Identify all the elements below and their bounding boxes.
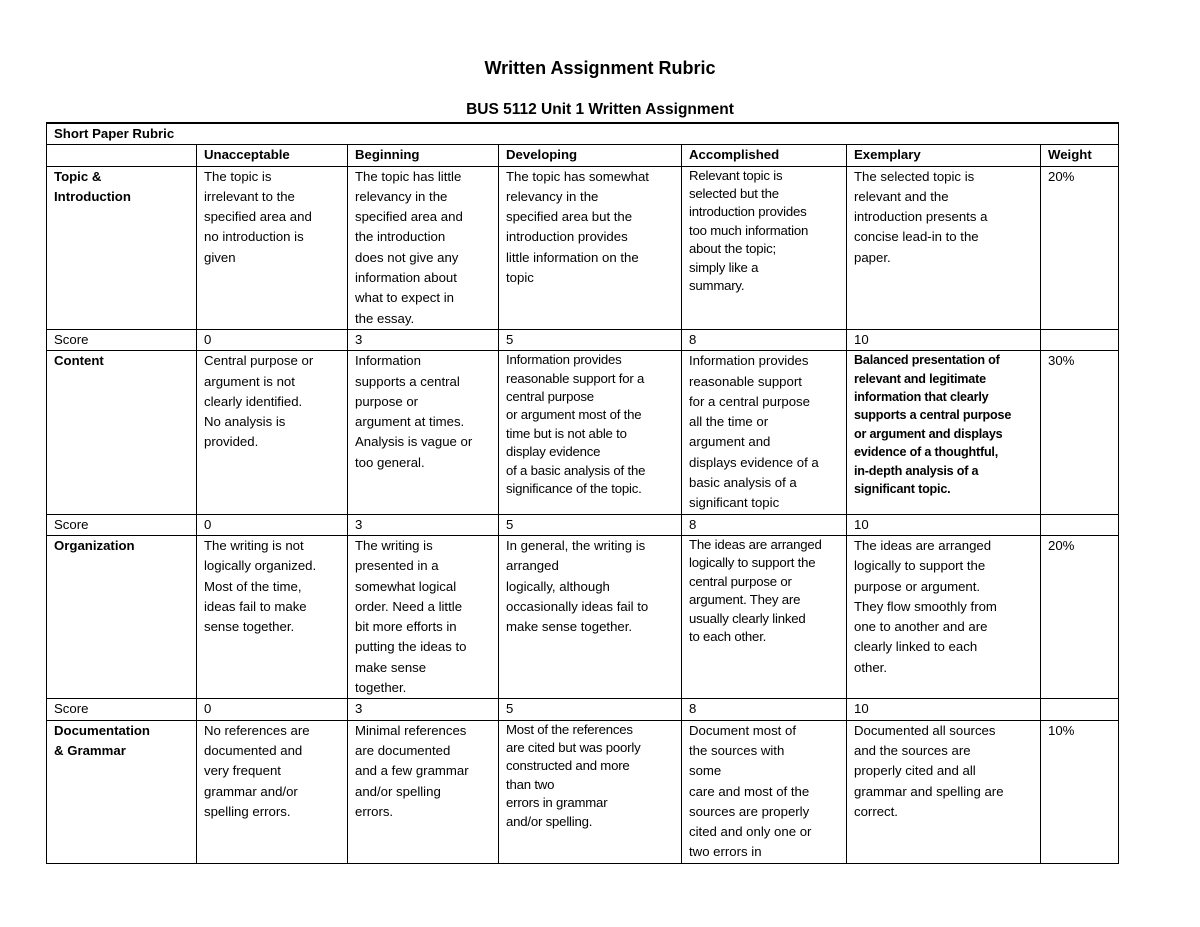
score-value: 10 [847,514,1041,535]
rubric-text: No references are documented and very frequent grammar and/or spelling errors. [204,722,310,819]
rubric-text: Minimal references are documented and a few grammar and/or spelling errors. [355,722,469,819]
rubric-text: The ideas are arranged logically to support the central purpose or argument. They are usually clearly linked to each other. [689,536,822,644]
rubric-cell [499,351,682,514]
criterion-label: Documentation & Grammar [54,722,150,758]
rubric-text: Information provides reasonable support for a central purpose or argument most of the time but is not able to display evidence of a basic analysis of the significance of the topic. [506,352,646,497]
score-label: Score [47,514,197,535]
rubric-cell [348,535,499,698]
score-empty [1041,514,1119,535]
document-subtitle: BUS 5112 Unit 1 Written Assignment [466,101,734,118]
rubric-cell [197,720,348,863]
score-empty [1041,699,1119,720]
score-row [47,329,1119,350]
score-value: 0 [197,329,348,350]
rubric-text: The ideas are arranged logically to support the purpose or argument. They flow smoothly from one to another and are clearly linked to each other. [854,537,997,675]
score-value: 3 [348,699,499,720]
score-empty [1041,329,1119,350]
table-row [47,166,1119,329]
rubric-text: Document most of the sources with some care and most of the sources are properly cited and only one or two errors in [689,722,812,860]
criterion-cell [47,166,197,329]
rubric-text: The topic has somewhat relevancy in the specified area but the introduction provides little information on the topic [506,168,649,286]
score-value: 3 [348,514,499,535]
score-value: 8 [682,329,847,350]
table-row [47,720,1119,863]
score-value: 8 [682,699,847,720]
criterion-label: Organization [54,537,135,553]
score-value: 10 [847,329,1041,350]
rubric-cell [847,720,1041,863]
criterion-label: Topic & Introduction [54,168,131,204]
rubric-cell [499,720,682,863]
header-cell-exemplary: Exemplary [847,145,1041,166]
rubric-text: The writing is presented in a somewhat logical order. Need a little bit more efforts in putting the ideas to make sense together. [355,537,467,696]
weight-cell: 20% [1041,166,1119,329]
weight-cell: 20% [1041,535,1119,698]
criterion-cell [47,720,197,863]
score-label: Score [47,329,197,350]
rubric-text: Relevant topic is selected but the introduction provides too much information about the topic; simply like a summary. [689,167,809,294]
rubric-cell [499,166,682,329]
rubric-text: The topic is irrelevant to the specified area and no introduction is given [204,168,312,265]
criterion-label: Content [54,353,104,369]
score-value: 10 [847,699,1041,720]
table-row [47,535,1119,698]
rubric-text: The writing is not logically organized. Most of the time, ideas fail to make sense together. [204,537,317,635]
score-value: 0 [197,699,348,720]
rubric-text: Balanced presentation of relevant and legitimate information that clearly supports a central purpose or argument and displays evidence of a thoughtful, in-depth analysis of a significant topic. [854,353,1012,497]
header-cell-weight: Weight [1041,145,1119,166]
table-caption: Short Paper Rubric [47,123,1119,145]
table-caption-row [47,123,1119,145]
score-row [47,514,1119,535]
weight-cell: 30% [1041,351,1119,514]
score-value: 3 [348,329,499,350]
header-cell-unacceptable: Unacceptable [197,145,348,166]
table-header-row [47,145,1119,166]
rubric-cell [348,166,499,329]
weight-cell: 10% [1041,720,1119,863]
criterion-cell [47,535,197,698]
rubric-text: Information provides reasonable support for a central purpose all the time or argument and displays evidence of a basic analysis of a significant topic [689,353,819,511]
rubric-cell [682,351,847,514]
rubric-text: In general, the writing is arranged logically, although occasionally ideas fail to make sense together. [506,537,649,635]
criterion-cell [47,351,197,514]
rubric-cell [197,166,348,329]
rubric-cell [847,351,1041,514]
score-value: 8 [682,514,847,535]
rubric-cell [499,535,682,698]
rubric-text: The topic has little relevancy in the specified area and the introduction does not give any information about what to expect in the essay. [355,168,463,326]
rubric-cell [682,166,847,329]
header-cell [47,145,197,166]
rubric-text: Documented all sources and the sources are properly cited and all grammar and spelling are correct. [854,722,1004,819]
rubric-cell [682,535,847,698]
table-row [47,351,1119,514]
score-value: 5 [499,699,682,720]
score-row [47,699,1119,720]
rubric-cell [348,351,499,514]
score-value: 0 [197,514,348,535]
header-cell-accomplished: Accomplished [682,145,847,166]
header-cell-beginning: Beginning [348,145,499,166]
rubric-table [46,122,1119,864]
document-title: Written Assignment Rubric [484,58,716,78]
rubric-cell [348,720,499,863]
rubric-text: Central purpose or argument is not clearly identified. No analysis is provided. [204,353,314,450]
score-value: 5 [499,514,682,535]
rubric-text: The selected topic is relevant and the introduction presents a concise lead-in to the paper. [854,168,988,265]
rubric-cell [682,720,847,863]
rubric-text: Most of the references are cited but was poorly constructed and more than two errors in grammar and/or spelling. [506,721,641,829]
rubric-cell [197,351,348,514]
header-cell-developing: Developing [499,145,682,166]
score-value: 5 [499,329,682,350]
rubric-cell [847,166,1041,329]
rubric-cell [847,535,1041,698]
rubric-cell [197,535,348,698]
score-label: Score [47,699,197,720]
rubric-text: Information supports a central purpose or argument at times. Analysis is vague or too general. [355,353,473,470]
